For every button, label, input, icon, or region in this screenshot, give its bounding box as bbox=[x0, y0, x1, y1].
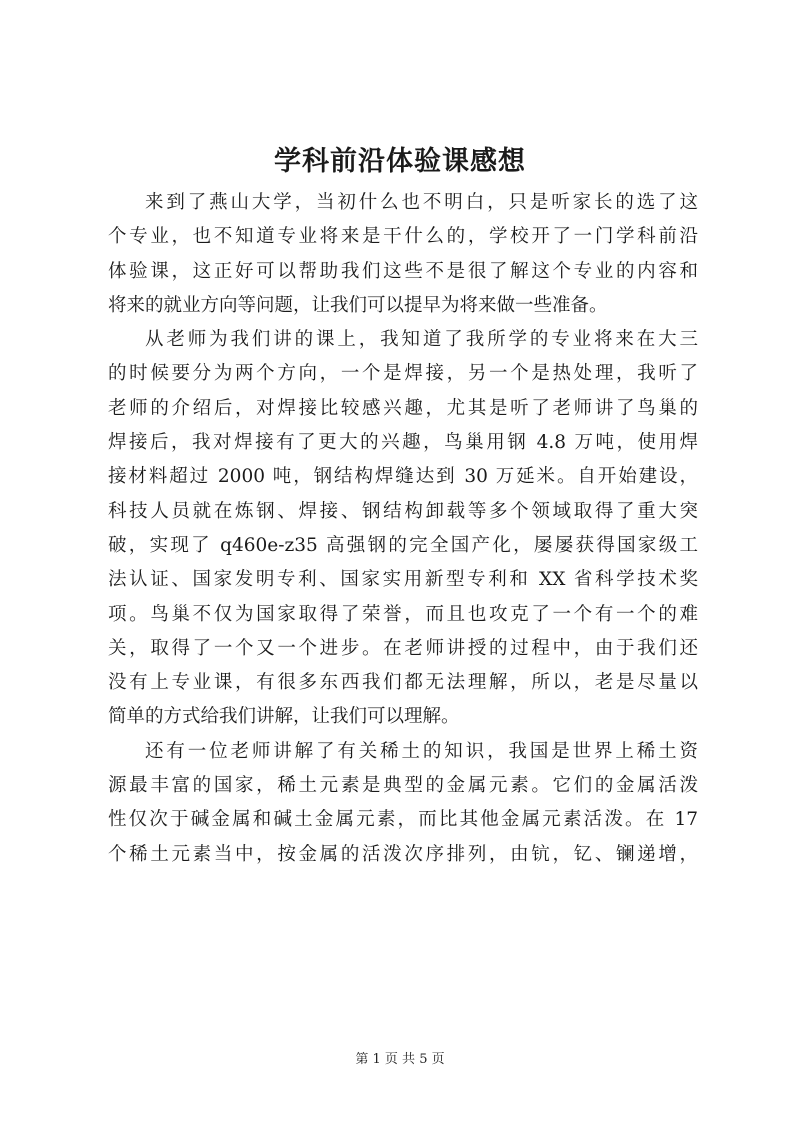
paragraph-line: 项。鸟巢不仅为国家取得了荣誉，而且也攻克了一个有一个的难 bbox=[108, 603, 698, 625]
paragraph-line: 简单的方式给我们讲解，让我们可以理解。 bbox=[108, 706, 460, 728]
paragraph-line: 老师的介绍后，对焊接比较感兴趣，尤其是听了老师讲了鸟巢的 bbox=[108, 397, 698, 419]
paragraph-line: 还有一位老师讲解了有关稀土的知识，我国是世界上稀土资 bbox=[145, 740, 698, 762]
document-title: 学科前沿体验课感想 bbox=[274, 146, 526, 177]
paragraph-line: 源最丰富的国家，稀土元素是典型的金属元素。它们的金属活泼 bbox=[108, 775, 698, 797]
paragraph-line: 焊接后，我对焊接有了更大的兴趣，鸟巢用钢 4.8 万吨，使用焊 bbox=[108, 432, 698, 454]
paragraph-line: 没有上专业课，有很多东西我们都无法理解，所以，老是尽量以 bbox=[108, 672, 698, 694]
page-footer: 第 1 页 共 5 页 bbox=[355, 1052, 445, 1067]
paragraph-line: 法认证、国家发明专利、国家实用新型专利和 XX 省科学技术奖 bbox=[108, 569, 698, 591]
paragraph-line: 个稀土元素当中，按金属的活泼次序排列，由钪，钇、镧递增， bbox=[108, 843, 698, 865]
paragraph-line: 来到了燕山大学，当初什么也不明白，只是听家长的选了这 bbox=[145, 192, 698, 213]
paragraph-line: 接材料超过 2000 吨，钢结构焊缝达到 30 万延米。自开始建设， bbox=[108, 466, 698, 488]
paragraph-line: 关，取得了一个又一个进步。在老师讲授的过程中，由于我们还 bbox=[108, 637, 698, 659]
document-body bbox=[108, 186, 698, 872]
paragraph-line: 从老师为我们讲的课上，我知道了我所学的专业将来在大三 bbox=[145, 329, 698, 351]
paragraph-line: 体验课，这正好可以帮助我们这些不是很了解这个专业的内容和 bbox=[108, 260, 698, 282]
paragraph-line: 个专业，也不知道专业将来是干什么的，学校开了一门学科前沿 bbox=[108, 226, 698, 248]
paragraph-line: 的时候要分为两个方向，一个是焊接，另一个是热处理，我听了 bbox=[108, 363, 698, 385]
paragraph-line: 科技人员就在炼钢、焊接、钢结构卸载等多个领域取得了重大突 bbox=[108, 500, 698, 522]
paragraph-line: 性仅次于碱金属和碱土金属元素，而比其他金属元素活泼。在 17 bbox=[108, 809, 698, 831]
paragraph-line: 将来的就业方向等问题，让我们可以提早为将来做一些准备。 bbox=[108, 294, 608, 316]
paragraph-line: 破，实现了 q460e-z35 高强钢的完全国产化，屡屡获得国家级工 bbox=[108, 534, 698, 556]
